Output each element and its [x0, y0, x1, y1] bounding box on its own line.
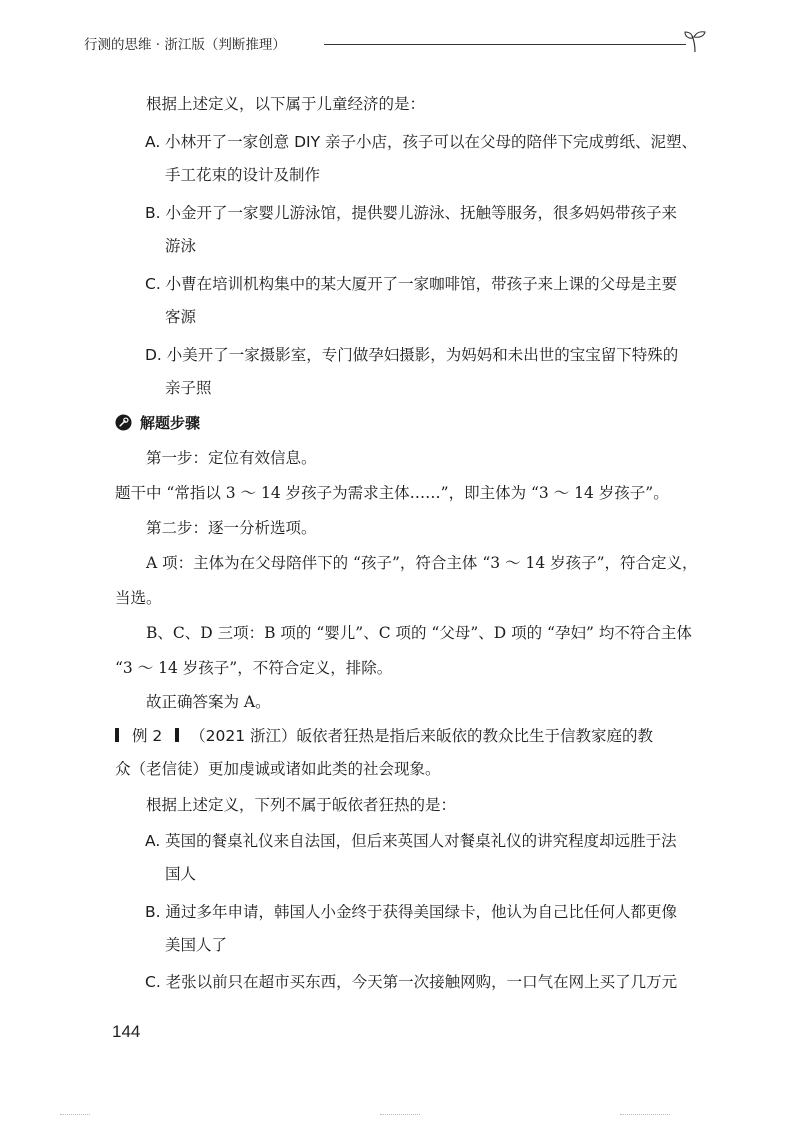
ex-option-b-line1: B. 通过多年申请，韩国人小金终于获得美国绿卡，他认为自己比任何人都更像 [145, 903, 677, 921]
scan-artifact [620, 1114, 670, 1117]
solution-answer: 故正确答案为 A。 [146, 693, 271, 711]
example-stem-line1: （2021 浙江）皈依者狂热是指后来皈依的教众比生于信教家庭的教 [190, 727, 653, 745]
example-2-line1 [115, 724, 653, 746]
scan-artifact [380, 1114, 420, 1117]
solution-line: 第一步：定位有效信息。 [146, 449, 317, 467]
ex-option-a-line1: A. 英国的餐桌礼仪来自法国，但后来英国人对餐桌礼仪的讲究程度却远胜于法 [145, 832, 677, 850]
running-header [84, 28, 724, 58]
option-a-line1: A. 小林开了一家创意 DIY 亲子小店，孩子可以在父母的陪伴下完成剪纸、泥塑、 [145, 133, 698, 151]
option-c-line1: C. 小曹在培训机构集中的某大厦开了一家咖啡馆，带孩子来上课的父母是主要 [145, 275, 678, 293]
gear-pen-icon [115, 414, 132, 431]
solution-heading [115, 412, 200, 433]
option-d-line1: D. 小美开了一家摄影室，专门做孕妇摄影，为妈妈和未出世的宝宝留下特殊的 [145, 346, 679, 364]
ex-option-c-line1: C. 老张以前只在超市买东西，今天第一次接触网购，一口气在网上买了几万元 [145, 973, 678, 991]
header-rule [324, 44, 686, 45]
ex-option-b-line2: 美国人了 [165, 936, 228, 954]
option-c-line2: 客源 [165, 308, 197, 326]
solution-line: A 项：主体为在父母陪伴下的 “孩子”，符合主体 “3 ～ 14 岁孩子”，符合定义， [146, 554, 698, 572]
option-a-line2: 手工花束的设计及制作 [165, 166, 321, 184]
sprout-icon [682, 28, 708, 54]
option-b-line2: 游泳 [165, 237, 197, 255]
header-title: 行测的思维 · 浙江版（判断推理） [84, 37, 286, 53]
example-bracket-left [115, 728, 119, 742]
example-bracket-right [175, 728, 179, 742]
solution-line: B、C、D 三项：B 项的 “婴儿”、C 项的 “父母”、D 项的 “孕妇” 均不符合主体 [146, 624, 692, 642]
option-b-line1: B. 小金开了一家婴儿游泳馆，提供婴儿游泳、抚触等服务，很多妈妈带孩子来 [145, 204, 677, 222]
solution-line: 第二步：逐一分析选项。 [146, 519, 317, 537]
example-stem-line2: 众（老信徒）更加虔诚或诸如此类的社会现象。 [115, 760, 441, 778]
option-d-line2: 亲子照 [165, 379, 212, 397]
question-prompt: 根据上述定义，以下属于儿童经济的是： [146, 95, 426, 113]
ex-option-a-line2: 国人 [165, 865, 197, 883]
scan-artifact [60, 1114, 90, 1117]
example-label: 例 2 [131, 727, 163, 745]
solution-line: 题干中 “常指以 3 ～ 14 岁孩子为需求主体……”，即主体为 “3 ～ 14 岁孩子”。 [115, 484, 669, 502]
solution-heading-text: 解题步骤 [140, 414, 201, 432]
page-number: 144 [112, 1022, 141, 1041]
example-prompt: 根据上述定义，下列不属于皈依者狂热的是： [146, 796, 457, 814]
solution-line: “3 ～ 14 岁孩子”，不符合定义，排除。 [115, 659, 393, 677]
solution-line: 当选。 [115, 589, 162, 607]
